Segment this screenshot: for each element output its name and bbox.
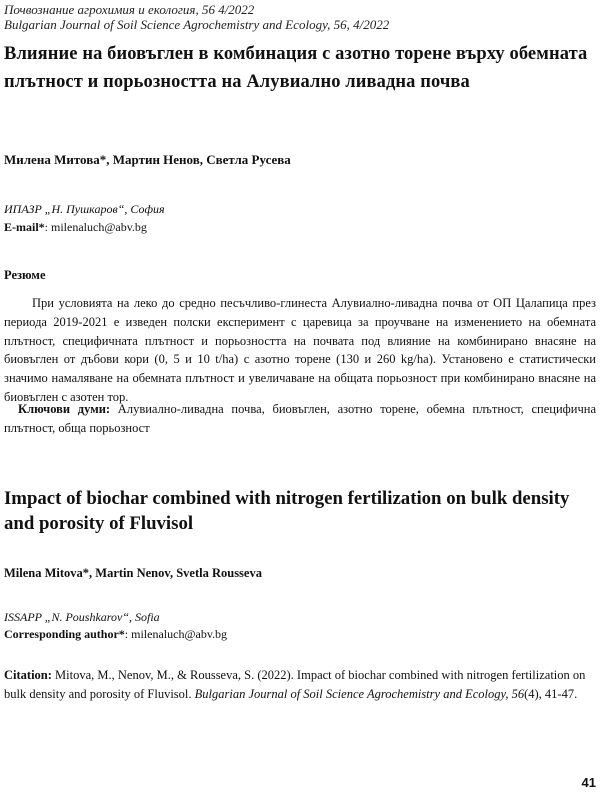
keywords-text-bg: Алувиално-ливадна почва, биовъглен, азотно торене, обемна плътност, специфична плътност, обща порьозност [4, 402, 596, 435]
email-value-bg: : milenaluch@abv.bg [44, 220, 147, 234]
email-label-bg: E-mail* [4, 220, 45, 234]
email-label-en: Corresponding author* [4, 627, 125, 641]
affiliation-en: ISSAPP „N. Poushkarov“, Sofia [4, 610, 160, 624]
affiliation-bg: ИПАЗР „Н. Пушкаров“, София [4, 202, 165, 216]
citation [4, 666, 598, 704]
email-value-en: : milenaluch@abv.bg [124, 627, 228, 641]
keywords-bg [4, 400, 596, 438]
citation-issue-pages: (4), 41-47. [524, 687, 578, 701]
page-number: 41 [581, 775, 596, 790]
citation-journal: Bulgarian Journal of Soil Science Agrochemistry and Ecology, 56 [194, 687, 525, 701]
journal-name-en: Bulgarian Journal of Soil Science Agrochemistry and Ecology, 56, 4/2022 [4, 17, 390, 32]
citation-label: Citation: [4, 668, 52, 682]
abstract-bg: При условията на леко до средно песъчливо-глинеста Алувиално-ливадна почва от ОП Цалапица през периода 2019-2021 е изведен полски експеримент с царевица за проучване на изменението на обемната плътност, специфичната плътност и порьозността на почвата под влияние на комбинирано внасяне на биовъглен от дъбови кори (0, 5 и 10 t/ha) с азотно торене (130 и 260 kg/ha). Установено е статистически значимо намаляване на обемната плътност и увеличаване на общата порьозност при комбинирано внасяне на биовъглен с азотен тор. [4, 296, 596, 404]
citation-text: Mitova, M., Nenov, M., & Rousseva, S. (2022). Impact of biochar combined with nitrogen fertilization on bulk density and porosity of Fluvisol. [4, 668, 586, 701]
keywords-label-bg: Ключови думи: [18, 402, 111, 416]
email-line-en [4, 627, 227, 642]
title-en: Impact of biochar combined with nitrogen fertilization on bulk density and porosity of Fluvisol [4, 488, 570, 534]
abstract-heading-bg: Резюме [4, 268, 46, 282]
title-bg: Влияние на биовъглен в комбинация с азотно торене върху обемната плътност и порьозността на Алувиално ливадна почва [4, 44, 588, 92]
authors-en: Milena Mitova*, Martin Nenov, Svetla Rousseva [4, 566, 262, 580]
email-line-bg [4, 220, 147, 235]
authors-bg: Милена Митова*, Мартин Ненов, Светла Русева [4, 152, 291, 167]
running-head [4, 2, 594, 32]
journal-name-bg: Почвознание агрохимия и екология, 56 4/2022 [4, 2, 255, 17]
